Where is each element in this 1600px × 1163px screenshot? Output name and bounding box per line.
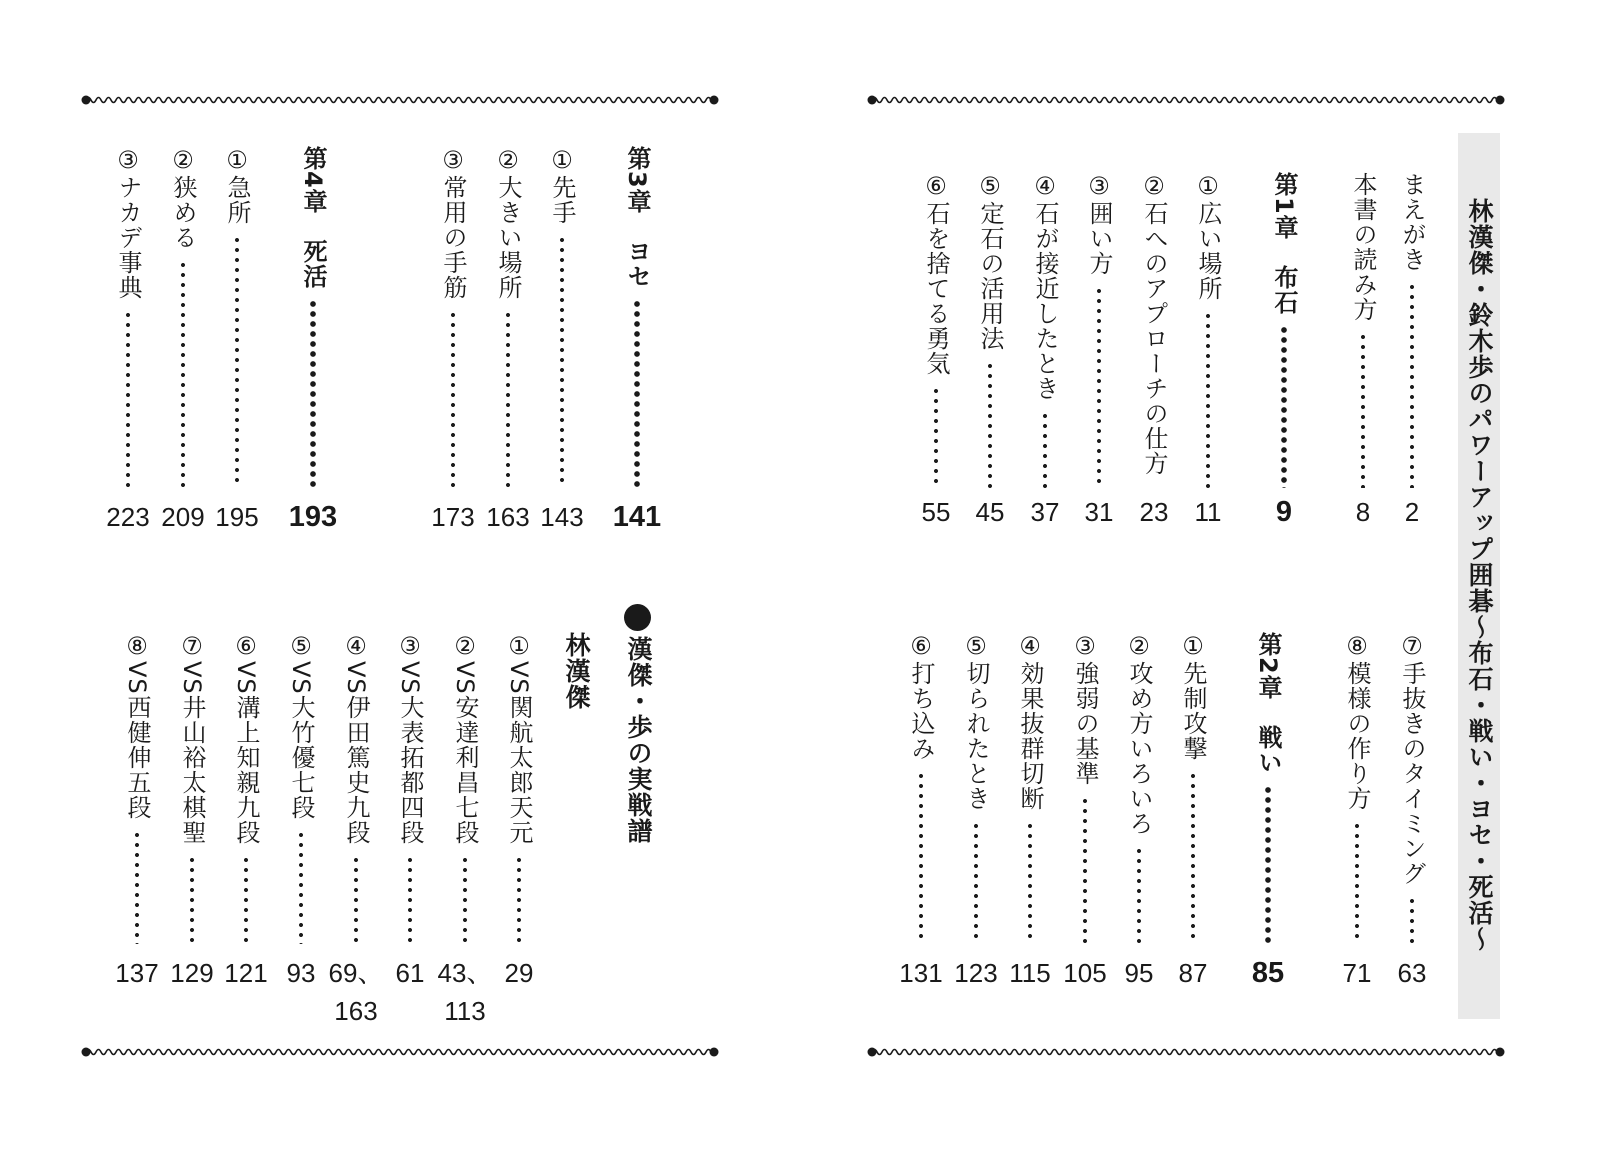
section-title: 本書の読み方 — [1349, 172, 1377, 322]
section-title: ⑦VS井山裕太棋聖 — [178, 632, 206, 845]
toc-entry[interactable] — [1188, 172, 1228, 494]
dot-leader — [1410, 896, 1414, 944]
toc-entry[interactable] — [1025, 172, 1065, 494]
page-number-block — [1228, 958, 1308, 988]
dot-leader — [634, 299, 640, 488]
dot-leader — [244, 855, 248, 944]
toc-entry[interactable] — [108, 146, 148, 494]
dot-leader — [408, 855, 412, 944]
dot-leader — [299, 830, 303, 944]
toc-entry[interactable] — [445, 632, 485, 950]
page-number: 131 — [899, 958, 943, 988]
page-number: 2 — [1404, 497, 1420, 527]
dot-leader — [1265, 785, 1271, 944]
dot-leader — [988, 361, 992, 488]
dot-leader — [560, 235, 564, 488]
toc-entry[interactable] — [488, 146, 528, 494]
section-title: ⑥石を捨てる勇気 — [922, 172, 950, 376]
section-title: ②大きい場所 — [494, 146, 522, 300]
section-title: ①先制攻撃 — [1179, 632, 1207, 761]
page-number: 193 — [288, 501, 338, 533]
section-title: ⑥打ち込み — [907, 632, 935, 761]
page-number: 137 — [115, 958, 159, 988]
section-title: ③ナカデ事典 — [114, 146, 142, 300]
dot-leader — [1206, 311, 1210, 488]
toc-entry[interactable] — [916, 172, 956, 494]
dot-leader — [974, 821, 978, 944]
dot-leader — [463, 855, 467, 944]
toc-entry[interactable] — [293, 146, 333, 494]
page-number: 223 — [106, 502, 150, 532]
section-title: ②石へのアプローチの仕方 — [1140, 172, 1168, 476]
section-title: ⑥VS溝上知親九段 — [232, 632, 260, 845]
toc-entry[interactable] — [1248, 632, 1288, 950]
toc-entry[interactable] — [1079, 172, 1119, 494]
page-number: 121 — [224, 958, 268, 988]
wavy-rule-right-bottom — [866, 1044, 1506, 1060]
dot-leader — [1361, 332, 1365, 488]
page-number: 37 — [1030, 497, 1060, 527]
toc-entry[interactable] — [163, 146, 203, 494]
section-title: ⑦手抜きのタイミング — [1398, 632, 1426, 886]
wavy-rule-left-bottom — [80, 1044, 720, 1060]
page-number: 31 — [1084, 497, 1114, 527]
toc-entry[interactable] — [433, 146, 473, 494]
section-title: ③常用の手筋 — [439, 146, 467, 300]
page-number-block — [88, 502, 168, 532]
chapter-title: 第2章 戦い — [1254, 632, 1282, 775]
toc-entry[interactable] — [1343, 172, 1383, 494]
page-number: 93 — [286, 958, 316, 988]
section-title: まえがき — [1398, 172, 1426, 272]
page-number: 129 — [170, 958, 214, 988]
section-title: ①先手 — [548, 146, 576, 225]
page-number-block — [273, 502, 353, 532]
section-title: ④石が接近したとき — [1031, 172, 1059, 401]
toc-entry[interactable] — [281, 632, 321, 950]
chapter-title: 第3章 ヨセ — [623, 146, 651, 289]
toc-entry[interactable] — [217, 146, 257, 494]
dot-leader — [1083, 796, 1087, 944]
page-number: 143 — [540, 502, 584, 532]
page-number-block — [1317, 958, 1397, 988]
toc-entry[interactable] — [970, 172, 1010, 494]
section-title: ⑧VS西健伸五段 — [123, 632, 151, 820]
dot-leader — [310, 299, 316, 488]
section-title: ③強弱の基準 — [1071, 632, 1099, 786]
dot-leader — [126, 310, 130, 488]
game-records-subheading: 林漢傑 — [562, 632, 591, 710]
page-number: 95 — [1124, 958, 1154, 988]
dot-leader — [1281, 325, 1287, 488]
section-title: ①VS関航太郎天元 — [505, 632, 533, 845]
page-number-block — [413, 502, 493, 532]
chapter-title: 第4章 死活 — [299, 146, 327, 289]
section-title: ①急所 — [223, 146, 251, 225]
section-title: ③VS大表拓都四段 — [396, 632, 424, 845]
section-title: ②攻め方いろいろ — [1125, 632, 1153, 836]
toc-entry[interactable] — [499, 632, 539, 950]
page-number: 11 — [1194, 497, 1222, 527]
toc-entry[interactable] — [1264, 172, 1304, 494]
dot-leader — [451, 310, 455, 488]
page-number-second: 163 — [334, 996, 378, 1026]
page-number: 63 — [1397, 958, 1427, 988]
page-number: 87 — [1178, 958, 1208, 988]
section-title: ⑤定石の活用法 — [976, 172, 1004, 351]
page-number: 123 — [954, 958, 998, 988]
page-number: 105 — [1063, 958, 1107, 988]
dot-leader — [1355, 821, 1359, 944]
section-title: ④効果抜群切断 — [1016, 632, 1044, 811]
game-records-heading: 漢傑・歩の実戦譜 — [624, 636, 653, 844]
dot-leader — [354, 855, 358, 944]
chapter-title: 第1章 布石 — [1270, 172, 1298, 315]
page-number: 69、 — [328, 958, 384, 988]
toc-entry[interactable] — [1392, 632, 1432, 950]
page-number: 115 — [1009, 958, 1051, 988]
toc-entry[interactable] — [226, 632, 266, 950]
toc-entry[interactable] — [956, 632, 996, 950]
dot-leader — [1097, 286, 1101, 488]
dot-leader — [190, 855, 194, 944]
toc-entry[interactable] — [1173, 632, 1213, 950]
toc-entry[interactable] — [1337, 632, 1377, 950]
toc-entry[interactable] — [117, 632, 157, 950]
toc-entry[interactable] — [1065, 632, 1105, 950]
section-title: ⑧模様の作り方 — [1343, 632, 1371, 811]
toc-entry[interactable] — [901, 632, 941, 950]
section-title: ①広い場所 — [1194, 172, 1222, 301]
page-number: 85 — [1251, 957, 1285, 989]
page-number: 173 — [431, 502, 475, 532]
dot-leader — [235, 235, 239, 488]
page-number: 55 — [921, 497, 951, 527]
dot-leader — [135, 830, 139, 944]
section-title: ②VS安達利昌七段 — [451, 632, 479, 845]
dot-leader — [919, 771, 923, 944]
dot-leader — [506, 310, 510, 488]
page-number-block — [97, 958, 177, 988]
page-number: 9 — [1275, 496, 1293, 528]
toc-entry[interactable] — [1119, 632, 1159, 950]
dot-leader — [934, 386, 938, 488]
page-number: 45 — [975, 497, 1005, 527]
dot-leader — [1043, 411, 1047, 488]
dot-leader — [1137, 846, 1141, 944]
toc-entry[interactable] — [617, 146, 657, 494]
dot-leader — [1191, 771, 1195, 944]
section-title: ③囲い方 — [1085, 172, 1113, 276]
page-number-block — [896, 497, 976, 527]
page-number: 8 — [1355, 497, 1371, 527]
dot-leader — [181, 260, 185, 488]
page-number: 23 — [1139, 497, 1169, 527]
section-title: ②狭める — [169, 146, 197, 250]
section-title: ⑤切られたとき — [962, 632, 990, 811]
toc-entry[interactable] — [390, 632, 430, 950]
page-number: 163 — [486, 502, 530, 532]
page-number: 71 — [1342, 958, 1372, 988]
page-number: 195 — [215, 502, 259, 532]
toc-entry[interactable] — [1010, 632, 1050, 950]
section-title: ⑤VS大竹優七段 — [287, 632, 315, 820]
page-number-block — [597, 502, 677, 532]
dot-leader — [1410, 282, 1414, 488]
page-number: 43、 — [437, 958, 493, 988]
section-title: ④VS伊田篤史九段 — [342, 632, 370, 845]
page-number-block — [881, 958, 961, 988]
page-number-second: 113 — [444, 996, 486, 1026]
page-number: 141 — [612, 501, 662, 533]
toc-entry[interactable] — [336, 632, 376, 950]
dot-leader — [517, 855, 521, 944]
toc-entry[interactable] — [172, 632, 212, 950]
wavy-rule-left-top — [80, 92, 720, 108]
toc-entry[interactable] — [1392, 172, 1432, 494]
book-title: 林漢傑・鈴木歩のパワーアップ囲碁～布石・戦い・ヨセ・死活～ — [1465, 198, 1494, 952]
toc-entry[interactable] — [1134, 172, 1174, 494]
page-number-block — [1323, 497, 1403, 527]
toc-entry[interactable] — [542, 146, 582, 494]
section-bullet-icon — [624, 604, 651, 631]
page-number: 61 — [395, 958, 425, 988]
dot-leader — [1152, 486, 1156, 488]
page-number-block — [1244, 497, 1324, 527]
page-number: 29 — [504, 958, 534, 988]
wavy-rule-right-top — [866, 92, 1506, 108]
page-number: 209 — [161, 502, 205, 532]
dot-leader — [1028, 821, 1032, 944]
